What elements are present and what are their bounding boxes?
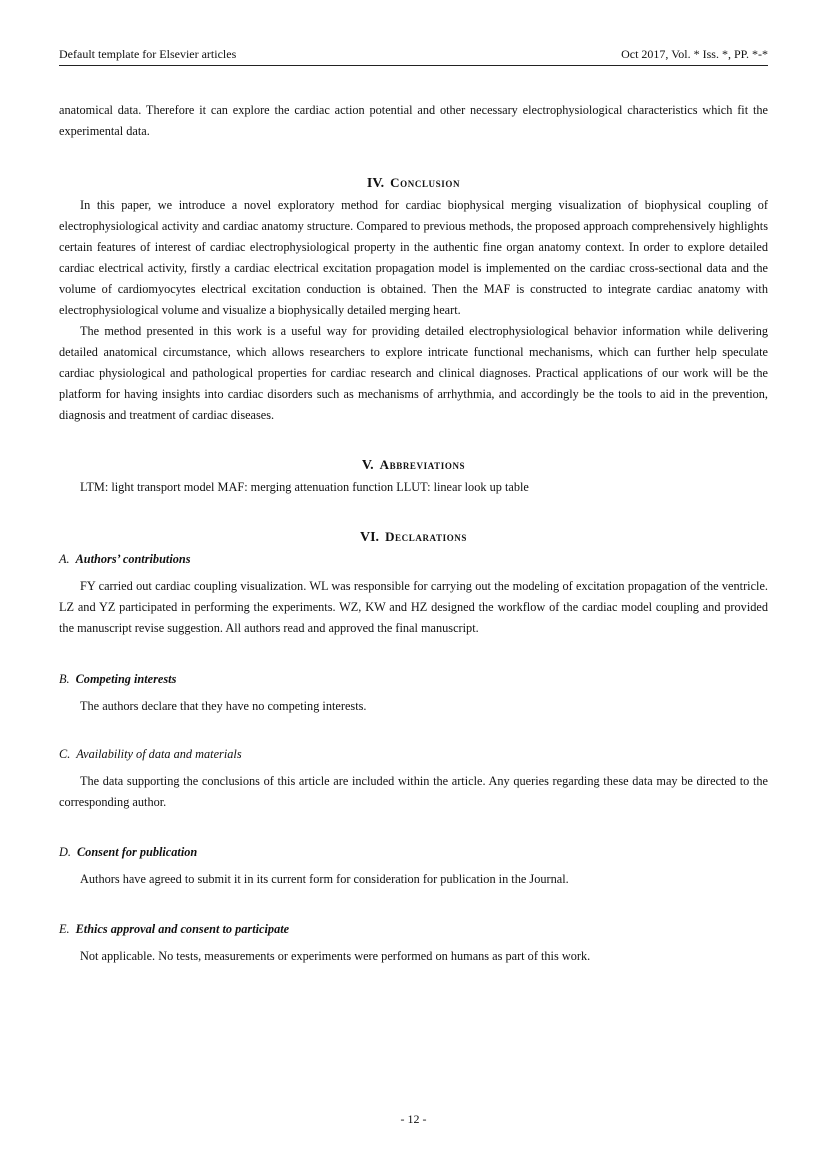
subsection-title: Authors’ contributions — [75, 552, 191, 566]
abbreviations-text: LTM: light transport model MAF: merging attenuation function LLUT: linear look up table — [80, 480, 529, 494]
subsection-letter: E. — [59, 922, 70, 936]
authors-contributions-text: FY carried out cardiac coupling visualization. WL was responsible for carrying out the modeling of excitation propagation of the ventricle. LZ and YZ participated in performing the experiments. WZ, KW and HZ designed the workflow of the cardiac model coupling and provided the manuscript revise suggestion. All authors read and approved the final manuscript. — [59, 579, 768, 635]
subsection-letter: B. — [59, 672, 70, 686]
section-heading-declarations — [59, 526, 768, 549]
section-heading-conclusion — [59, 172, 768, 195]
ethics-text: Not applicable. No tests, measurements or experiments were performed on humans as part of this work. — [80, 949, 591, 963]
continuation-paragraph: anatomical data. Therefore it can explore the cardiac action potential and other necessary electrophysiological characteristics which fit the experimental data. — [59, 103, 768, 138]
header-issue-info: Oct 2017, Vol. * Iss. *, PP. *-* — [621, 47, 768, 61]
conclusion-paragraph-2: The method presented in this work is a useful way for providing detailed electrophysiological behavior information while delivering detailed anatomical circumstance, which allows researchers to explore intricate functional mechanisms, which can further help speculate cardiac physiological and pathological properties for cardiac research and clinical diagnoses. Practical applications of our work will be the platform for having insights into cardiac disorders such as mechanisms of arrhythmia, and accordingly be the tools to aid in the prevention, diagnosis and treatment of cardiac diseases. — [59, 324, 768, 422]
competing-interests-text: The authors declare that they have no competing interests. — [80, 699, 367, 713]
subsection-heading-ethics — [59, 919, 768, 940]
article-body — [59, 100, 768, 967]
subsection-letter: C. — [59, 747, 71, 761]
header-journal-template: Default template for Elsevier articles — [59, 47, 237, 61]
subsection-heading-competing-interests — [59, 669, 768, 690]
subsection-title: Ethics approval and consent to participate — [75, 922, 290, 936]
availability-text: The data supporting the conclusions of this article are included within the article. Any queries regarding these data may be directed to the corresponding author. — [59, 774, 768, 809]
subsection-letter: D. — [59, 845, 71, 859]
subsection-heading-consent — [59, 842, 768, 863]
conclusion-paragraph-1: In this paper, we introduce a novel exploratory method for cardiac biophysical merging visualization of biophysical coupling of electrophysiological activity and cardiac anatomy structure. Compared to previous methods, the proposed approach comprehensively highlights certain features of interest of cardiac electrophysiological property in the authentic fine organ anatomy context. In order to explore detailed cardiac electrical activity, firstly a cardiac electrical excitation propagation model is implemented on the cardiac cross-sectional data and the volume of cardiomyocytes electrical excitation conduction is obtained. Then the MAF is constructed to integrate cardiac anatomy with electrophysiological volume and visualize a biophysically detailed merging heart. — [59, 198, 768, 317]
subsection-title: Consent for publication — [76, 845, 198, 859]
subsection-heading-availability — [59, 744, 768, 765]
subsection-title: Availability of data and materials — [76, 747, 242, 761]
section-title: Conclusion — [390, 175, 461, 190]
running-header — [59, 47, 768, 66]
subsection-letter: A. — [59, 552, 70, 566]
section-number: V. — [361, 458, 374, 473]
subsection-title: Competing interests — [75, 672, 177, 686]
section-number: IV. — [366, 176, 385, 191]
section-title: Abbreviations — [379, 457, 466, 472]
section-title: Declarations — [385, 529, 467, 544]
consent-text: Authors have agreed to submit it in its current form for consideration for publication in the Journal. — [80, 872, 569, 886]
subsection-heading-authors-contributions — [59, 549, 768, 570]
page-number: - 12 - — [400, 1112, 427, 1126]
section-number: VI. — [360, 530, 380, 545]
section-heading-abbreviations — [59, 454, 768, 477]
